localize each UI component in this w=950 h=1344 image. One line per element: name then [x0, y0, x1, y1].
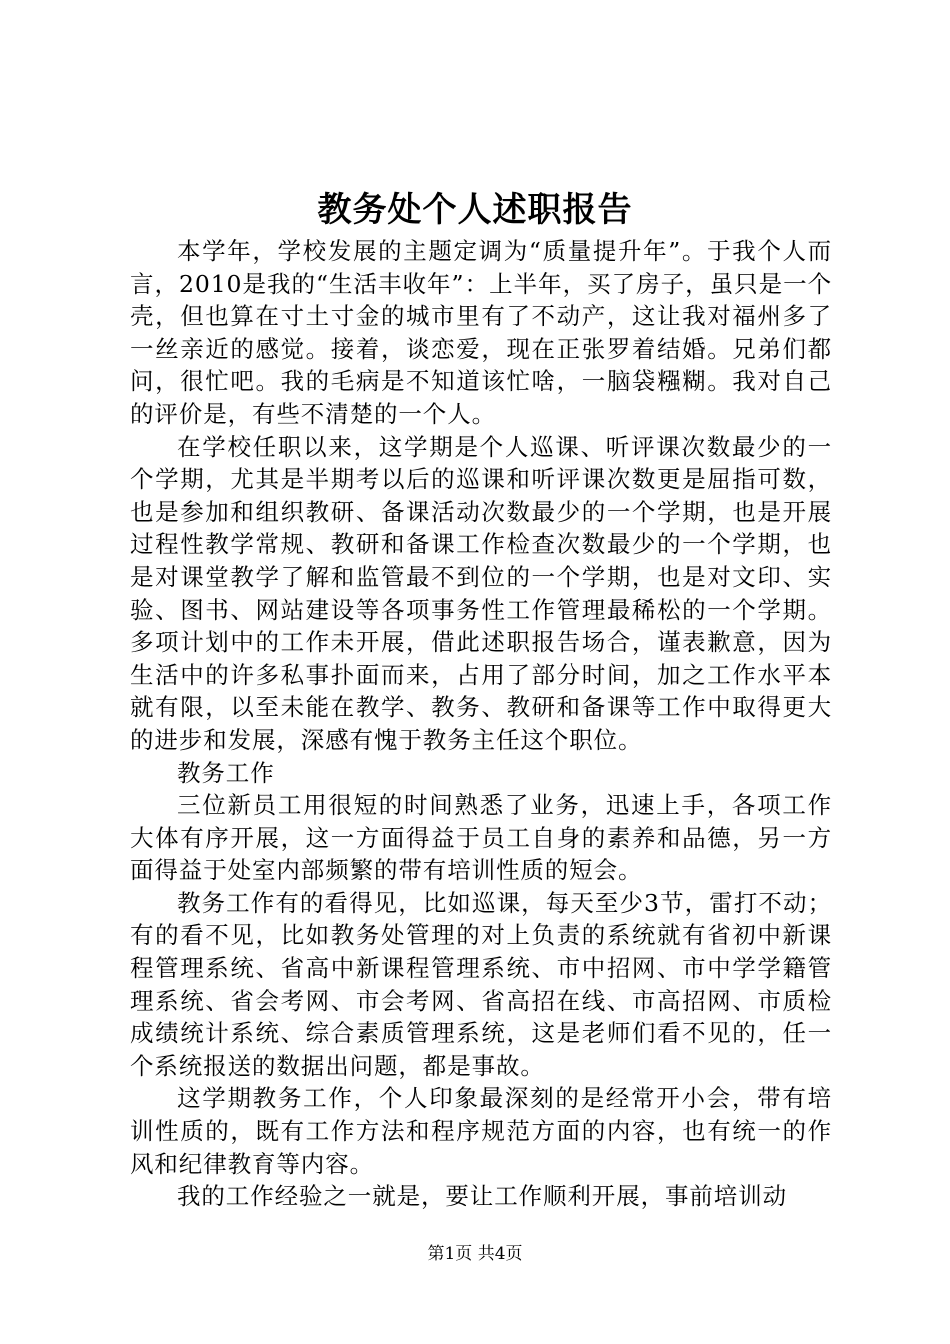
paragraph-new-staff: 三位新员工用很短的时间熟悉了业务，迅速上手，各项工作大体有序开展，这一方面得益于员工自身的素养和品德，另一方面得益于处室内部频繁的带有培训性质的短会。 — [130, 791, 832, 885]
document-body — [130, 235, 832, 1213]
paragraph-experience: 我的工作经验之一就是，要让工作顺利开展，事前培训动 — [177, 1182, 787, 1211]
document-title: 教务处个人述职报告 — [317, 190, 633, 230]
page-footer: 第1页 共4页 — [427, 1244, 523, 1264]
paragraph-meetings: 这学期教务工作，个人印象最深刻的是经常开小会，带有培训性质的，既有工作方法和程序规范方面的内容，也有统一的作风和纪律教育等内容。 — [130, 1084, 832, 1178]
section-heading-academic-affairs: 教务工作 — [177, 758, 275, 787]
paragraph-self-review: 在学校任职以来，这学期是个人巡课、听评课次数最少的一个学期，尤其是半期考以后的巡课和听评课次数更是屈指可数，也是参加和组织教研、备课活动次数最少的一个学期，也是开展过程性教学常规、教研和备课工作检查次数最少的一个学期，也是对课堂教学了解和监管最不到位的一个学期，也是对文印、实验、图书、网站建设等各项事务性工作管理最稀松的一个学期。多项计划中的工作未开展，借此述职报告场合，谨表歉意，因为生活中的许多私事扑面而来，占用了部分时间，加之工作水平本就有限，以至未能在教学、教务、教研和备课等工作中取得更大的进步和发展，深感有愧于教务主任这个职位。 — [130, 432, 832, 754]
paragraph-systems: 教务工作有的看得见，比如巡课，每天至少3节，雷打不动；有的看不见，比如教务处管理的对上负责的系统就有省初中新课程管理系统、省高中新课程管理系统、市中招网、市中学学籍管理系统、省会考网、市会考网、省高招在线、市高招网、市质检成绩统计系统、综合素质管理系统，这是老师们看不见的，任一个系统报送的数据出问题，都是事故。 — [130, 888, 832, 1080]
paragraph-intro: 本学年，学校发展的主题定调为“质量提升年”。于我个人而言，2010是我的“生活丰收年”：上半年，买了房子，虽只是一个壳，但也算在寸土寸金的城市里有了不动产，这让我对福州多了一丝亲近的感觉。接着，谈恋爱，现在正张罗着结婚。兄弟们都问，很忙吧。我的毛病是不知道该忙啥，一脑袋糨糊。我对自己的评价是，有些不清楚的一个人。 — [130, 237, 832, 428]
